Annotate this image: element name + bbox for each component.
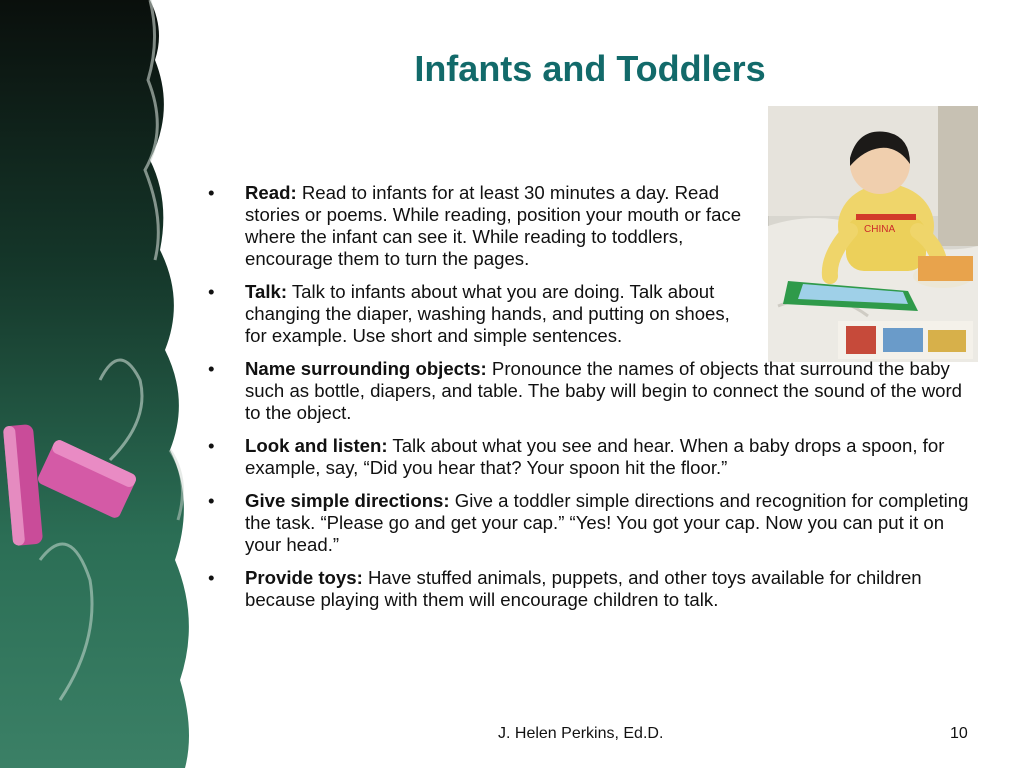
- chalkboard-decoration: [0, 0, 200, 768]
- bullet-text: Have stuffed animals, puppets, and other toys available for children because playing with them will encourage children to talk.: [245, 567, 922, 610]
- list-item: [200, 281, 745, 347]
- bullet-marker: •: [208, 182, 215, 203]
- bullet-term: Name surrounding objects:: [245, 358, 487, 379]
- page-number: 10: [950, 725, 968, 742]
- list-item: [200, 358, 980, 424]
- bullet-marker: •: [208, 567, 215, 588]
- bullet-text: Pronounce the names of objects that surround the baby such as bottle, diapers, and table. The baby will begin to connect the sound of the word to the object.: [245, 358, 963, 423]
- bullet-text: Talk to infants about what you are doing. Talk about changing the diaper, washing hands, and putting on shoes, for example. Use short and simple sentences.: [245, 281, 730, 346]
- bullet-marker: •: [208, 281, 215, 302]
- list-item: [200, 182, 745, 270]
- page-title: Infants and Toddlers: [414, 48, 766, 89]
- bullet-term: Provide toys:: [245, 567, 363, 588]
- list-item: [200, 490, 980, 556]
- bullet-text: Give a toddler simple directions and recognition for completing the task. “Please go and get your cap.” “Yes! You got your cap. Now you can put it on your head.”: [245, 490, 969, 555]
- bullet-term: Give simple directions:: [245, 490, 450, 511]
- bullet-list: [200, 182, 980, 622]
- bullet-marker: •: [208, 435, 215, 456]
- bullet-term: Look and listen:: [245, 435, 388, 456]
- bullet-text: Read to infants for at least 30 minutes a day. Read stories or poems. While reading, position your mouth or face where the infant can see it. While reading to toddlers, encourage them to turn the pages.: [245, 182, 742, 269]
- bullet-term: Read:: [245, 182, 297, 203]
- footer-author: J. Helen Perkins, Ed.D.: [498, 725, 664, 742]
- bullet-term: Talk:: [245, 281, 288, 302]
- list-item: [200, 567, 980, 611]
- bullet-marker: •: [208, 358, 215, 379]
- list-item: [200, 435, 980, 479]
- bullet-text: Talk about what you see and hear. When a baby drops a spoon, for example, say, “Did you hear that? Your spoon hit the floor.”: [245, 435, 945, 478]
- svg-text:CHINA: CHINA: [864, 224, 896, 235]
- bullet-marker: •: [208, 490, 215, 511]
